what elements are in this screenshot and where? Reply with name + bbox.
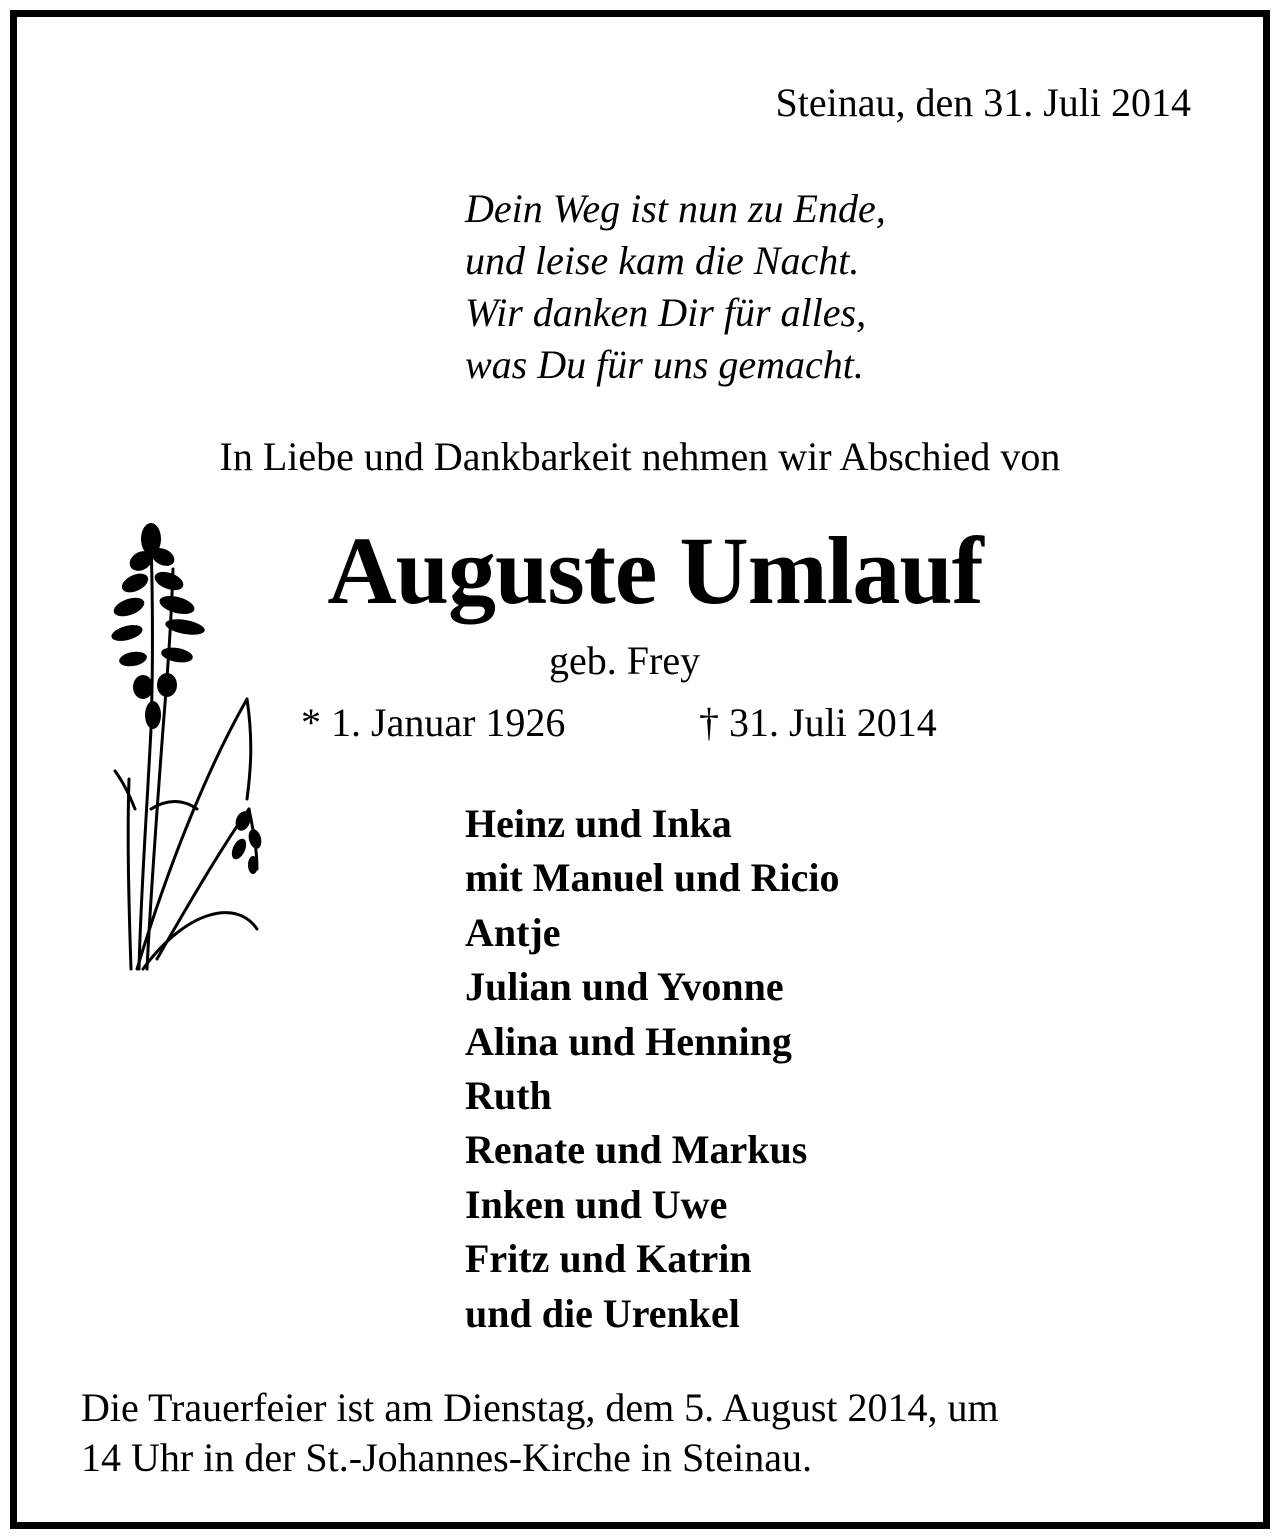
list-item: und die Urenkel [465,1290,740,1336]
poem-line: und leise kam die Nacht. [465,238,860,283]
list-item: Fritz und Katrin [465,1236,752,1282]
maiden-name: geb. Frey [549,638,701,683]
deceased-name: Auguste Umlauf [327,517,983,624]
list-item: Antje [465,909,561,955]
birth-date: * 1. Januar 1926 [301,700,566,745]
list-item: Julian und Yvonne [465,964,784,1010]
death-date: † 31. Juli 2014 [699,700,937,745]
list-item: Inken und Uwe [465,1181,728,1227]
list-item: Alina und Henning [465,1018,792,1064]
poem-line: Wir danken Dir für alles, [465,290,867,335]
poem [465,183,886,391]
obituary-notice [10,10,1270,1529]
place-date: Steinau, den 31. Juli 2014 [775,80,1191,125]
funeral-line: Die Trauerfeier ist am Dienstag, dem 5. August 2014, um [81,1385,999,1430]
funeral-info [81,1383,999,1483]
list-item: Heinz und Inka [465,801,732,846]
poem-line: was Du für uns gemacht. [465,342,864,387]
list-item: Renate und Markus [465,1127,808,1173]
list-item: Ruth [465,1072,552,1118]
funeral-line: 14 Uhr in der St.-Johannes-Kirche in Steinau. [81,1435,812,1480]
list-item: mit Manuel und Ricio [465,855,840,901]
poem-line: Dein Weg ist nun zu Ende, [465,186,886,231]
mourners-list [465,797,839,1341]
intro-text: In Liebe und Dankbarkeit nehmen wir Abschied von [219,434,1061,479]
